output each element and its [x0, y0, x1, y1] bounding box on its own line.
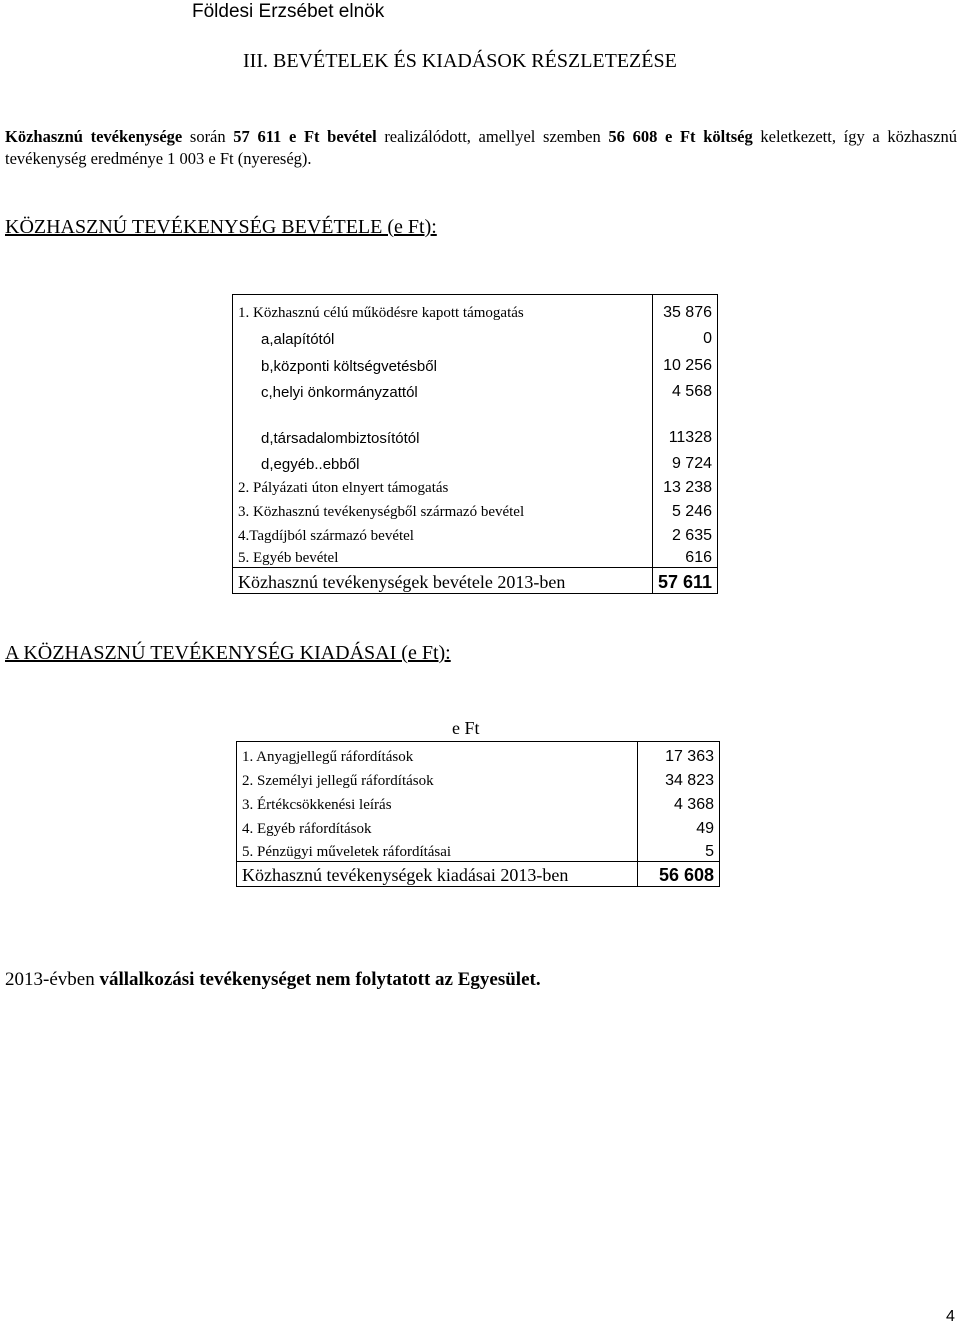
footer-statement	[5, 969, 541, 991]
row-value: 13 238	[652, 473, 717, 497]
expenses-table	[236, 741, 720, 887]
row-value: 5 246	[652, 497, 717, 521]
total-value: 56 608	[638, 862, 720, 887]
intro-text: során	[182, 127, 234, 146]
row-value: 0	[652, 322, 717, 348]
intro-paragraph	[5, 126, 957, 170]
row-value: 34 823	[638, 766, 720, 790]
table-row	[233, 521, 718, 545]
table-row	[233, 401, 718, 447]
table-row	[237, 838, 720, 862]
intro-revenue: 57 611 e Ft bevétel	[233, 127, 377, 146]
total-value: 57 611	[652, 568, 717, 594]
row-value: 10 256	[652, 348, 717, 375]
row-value: 9 724	[652, 447, 717, 473]
intro-text: realizálódott, amellyel szemben	[376, 127, 609, 146]
table-row	[237, 814, 720, 838]
table-row	[233, 545, 718, 568]
row-label: 1. Közhasznú célú működésre kapott támogatás	[233, 295, 653, 322]
row-value: 4 568	[652, 375, 717, 401]
row-label: 2. Személyi jellegű ráfordítások	[237, 766, 638, 790]
row-label: c,helyi önkormányzattól	[233, 375, 653, 401]
row-value: 616	[652, 545, 717, 568]
row-label: 5. Pénzügyi műveletek ráfordításai	[237, 838, 638, 862]
table-row	[237, 766, 720, 790]
row-value: 49	[638, 814, 720, 838]
row-label: 4.Tagdíjból származó bevétel	[233, 521, 653, 545]
expenses-unit: e Ft	[452, 718, 480, 738]
table-row	[233, 348, 718, 375]
row-label: b,központi költségvetésből	[233, 348, 653, 375]
row-value: 35 876	[652, 295, 717, 322]
row-label: 4. Egyéb ráfordítások	[237, 814, 638, 838]
row-value: 11328	[652, 401, 717, 447]
table-row	[233, 375, 718, 401]
page-number: 4	[946, 1308, 955, 1325]
row-label: 3. Értékcsökkenési leírás	[237, 790, 638, 814]
total-label: Közhasznú tevékenységek kiadásai 2013-ben	[237, 862, 638, 887]
row-label: 3. Közhasznú tevékenységből származó bevétel	[233, 497, 653, 521]
footer-bold: vállalkozási tevékenységet nem folytatott az Egyesület.	[99, 969, 541, 990]
row-label: d,társadalombiztosítótól	[233, 401, 653, 447]
signatory-name: Földesi Erzsébet elnök	[192, 1, 385, 22]
table-row	[233, 447, 718, 473]
intro-subject: Közhasznú tevékenysége	[5, 127, 183, 146]
total-row	[237, 862, 720, 887]
table-row	[237, 790, 720, 814]
row-label: 5. Egyéb bevétel	[233, 545, 653, 568]
revenue-table	[232, 294, 718, 594]
table-row	[233, 497, 718, 521]
table-row	[237, 742, 720, 766]
expenses-heading: A KÖZHASZNÚ TEVÉKENYSÉG KIADÁSAI (e Ft):	[5, 642, 451, 664]
row-label: 2. Pályázati úton elnyert támogatás	[233, 473, 653, 497]
row-value: 17 363	[638, 742, 720, 766]
row-value: 5	[638, 838, 720, 862]
table-row	[233, 322, 718, 348]
total-row	[233, 568, 718, 594]
total-label: Közhasznú tevékenységek bevétele 2013-ben	[233, 568, 653, 594]
row-value: 2 635	[652, 521, 717, 545]
table-row	[233, 295, 718, 322]
row-label: a,alapítótól	[233, 322, 653, 348]
row-label: 1. Anyagjellegű ráfordítások	[237, 742, 638, 766]
revenue-heading: KÖZHASZNÚ TEVÉKENYSÉG BEVÉTELE (e Ft):	[5, 216, 437, 238]
intro-cost: 56 608 e Ft költség	[608, 127, 753, 146]
row-value: 4 368	[638, 790, 720, 814]
table-row	[233, 473, 718, 497]
section-title: III. BEVÉTELEK ÉS KIADÁSOK RÉSZLETEZÉSE	[243, 50, 677, 72]
intro-result: keletkezett, így a közhasznú tevékenység eredménye 1 003 e Ft (nyereség).	[5, 127, 957, 168]
row-label: d,egyéb..ebből	[233, 447, 653, 473]
footer-year: 2013-évben	[5, 969, 100, 990]
